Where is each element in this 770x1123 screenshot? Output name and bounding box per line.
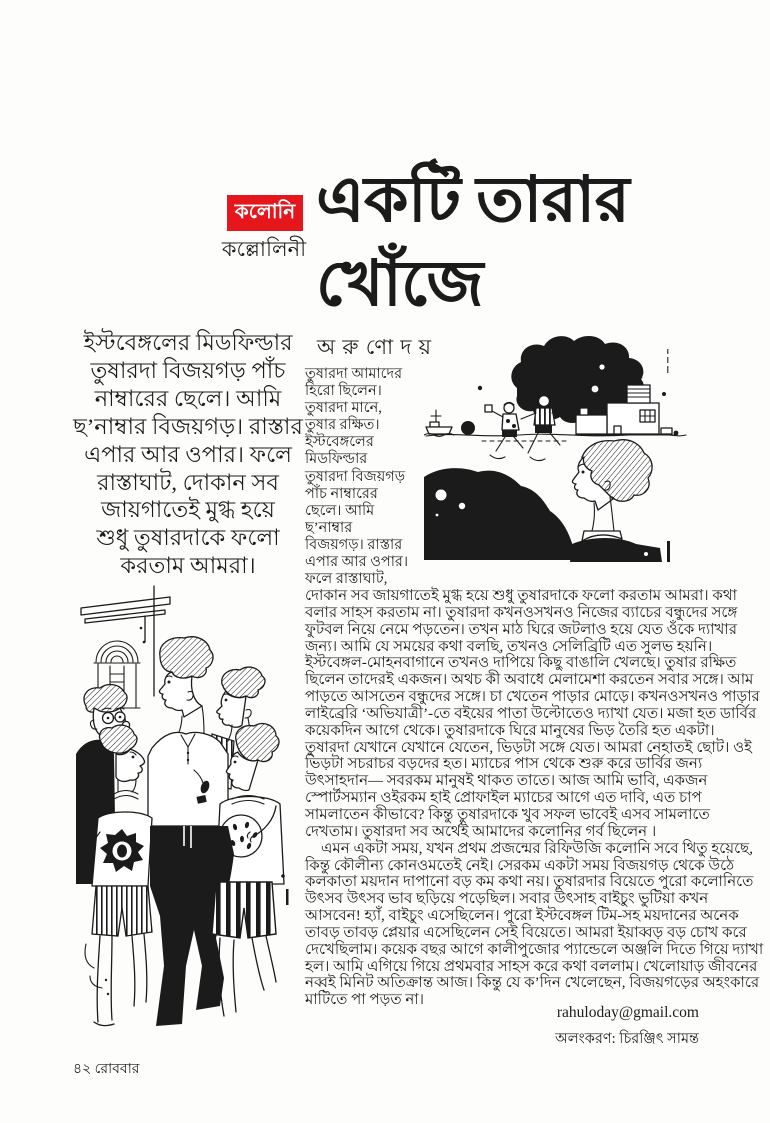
series-title: কল্লোলিনী — [221, 237, 307, 261]
page-folio: ৪২ রোববার — [73, 1062, 140, 1077]
headline-line-2: খোঁজে — [316, 249, 483, 319]
text-line: নব্বই মিনিট অতিক্রান্ত আজ। কিন্তু যে ক’দিন খেলেছেন, বিজয়গড়ের অহংকারে — [305, 975, 760, 992]
author-byline: অ রু ণো দ য় — [317, 335, 433, 359]
artist-signature-mark — [667, 349, 668, 373]
text-line: দেখেছিলাম। কয়েক বছর আগে কালীপুজোর প্যান্ডেলে অঞ্জলি দিতে গিয়ে দ্যাখা — [305, 941, 764, 958]
text-line: দেখতাম। তুষারদা সব অর্থেই আমাদের কলোনির গর্ব ছিলেন । — [305, 823, 657, 840]
text-line: রাস্তাঘাট, দোকান সব — [97, 469, 279, 495]
text-line: কয়েকদিন আগে থেকে। তুষারদাকে ঘিরে মানুষের ভিড় তৈরি হত একটা। — [305, 722, 715, 739]
text-line: তুষার রক্ষিত। — [305, 417, 380, 434]
left-illustration — [36, 584, 308, 1052]
text-line: তাবড় তাবড় প্লেয়ার এসেছিলেন সেই বিয়েতে। আমরা ইয়াব্বড় বড় চোখ করে — [305, 924, 747, 941]
text-line: ফলে রাস্তাঘাট, — [305, 571, 388, 588]
text-line: মিডফিল্ডার — [305, 451, 368, 468]
text-line: তুষারদা বিজয়গড় — [305, 468, 406, 485]
football-dot — [461, 421, 475, 435]
text-line: স্পোর্টসম্যান ওইরকম হাই প্রোফাইল ম্যাচের আগে এত দাবি, এত চাপ — [305, 790, 702, 807]
article-headline — [316, 158, 736, 326]
text-line: পাড়তে আসতেন বন্ধুদের সঙ্গে। চা খেতেন পাড়ার মোড়ে। কখনওসখনও পাড়ার — [305, 689, 760, 706]
section-kicker-label: কলোনি — [234, 200, 296, 223]
top-illustration — [424, 331, 710, 583]
text-line: ইস্টবেঙ্গলের মিডফিল্ডার — [83, 330, 293, 355]
text-line: নাম্বারের ছেলে। আমি — [94, 385, 282, 411]
text-line: কিন্তু কৌলীন্য কোনওমতেই নেই। সেরকম একটা সময় বিজয়গড় থেকে উঠে — [305, 857, 735, 874]
text-line: উৎসাহদান— সবরকম মানুষই থাকত তাতে। আজ আমি ভাবি, একজন — [305, 773, 708, 790]
text-line: হিরো ছিলেন। — [305, 383, 382, 400]
text-line: তুষারদা যেখানে যেখানে যেতেন, ভিড়টা সঙ্গে যেত। আমরা নেহাতই ছোট। ওই — [305, 739, 752, 756]
text-line: শুধু তুষারদাকে ফলো — [96, 525, 280, 551]
text-line: ইস্টবেঙ্গল-মোহনবাগানে তখনও দাপিয়ে কিছু বাঙালি খেলছে। তুষার রক্ষিত — [305, 655, 737, 672]
text-line: ফুটবল নিয়ে নেমে পড়তেন। তখন মাঠ ঘিরে জটলাও হয়ে যেত ওঁকে দ্যাখার — [305, 621, 737, 638]
text-line: আসবেন! হ্যাঁ, বাইচুং এসেছিলেন। পুরো ইস্টবেঙ্গল টিম-সহ ময়দানের অনেক — [305, 908, 739, 925]
body-narrow-column — [305, 366, 443, 588]
body-paragraph-2 — [305, 840, 764, 1009]
text-line: তুষারদা আমাদের — [305, 366, 403, 382]
text-line: ছ’নাম্বার — [305, 519, 353, 536]
text-line: বলার সাহস করতাম না। তুষারদা কখনওসখনও নিজের ব্যাচের বন্ধুদের সঙ্গে — [305, 604, 738, 621]
article-standfirst — [60, 329, 316, 580]
text-line: ছিলেন তাদেরই একজন। অথচ কী অবাধে মেলামেশা করতেন সবার সঙ্গে। আম — [305, 672, 754, 689]
text-line: মাটিতে পা পড়ত না। — [305, 992, 425, 1009]
text-line: তুষারদা মানে, — [305, 400, 382, 417]
watching-boy-head — [570, 440, 670, 562]
text-line: ইস্টবেঙ্গলের — [305, 434, 374, 451]
text-line: পাঁচ নাম্বারের — [305, 485, 378, 502]
text-line: এপার আর ওপার। — [305, 554, 409, 571]
text-line: এপার আর ওপার। ফলে — [84, 441, 292, 467]
section-kicker-box — [227, 195, 303, 231]
text-line: হল। আমি এগিয়ে গিয়ে প্রথমবার সাহস করে কথা বললাম। খেলোয়াড় জীবনের — [305, 958, 758, 975]
illustration-credit: অলংকরণ: চিরঞ্জিৎ সামন্ত — [555, 1031, 699, 1047]
text-line: এমন একটা সময়, যখন প্রথম প্রজন্মের রিফিউজি কলোনি সবে থিতু হয়েছে, — [321, 840, 754, 857]
body-paragraph-1 — [305, 588, 760, 841]
person-tall-man — [148, 637, 234, 826]
text-line: জন্য। আমি যে সময়ের কথা বলছি, তখনও সেলিব্রিটি এত সুলভ হয়নি। — [305, 638, 713, 655]
text-line: ছেলে। আমি — [305, 502, 375, 519]
ship-icon — [424, 410, 454, 437]
text-line: করতাম আমরা। — [120, 553, 256, 579]
text-line: ভিড়টা সচরাচর বড়দের হত। ম্যাচের পাস থেকে শুরু করে ডার্বির জন্য — [305, 756, 703, 773]
text-line: দোকান সব জায়গাতেই মুগ্ধ হয়ে শুধু তুষারদাকে ফলো করতাম আমরা। কথা — [305, 588, 737, 604]
text-line: লাইব্রেরি ‘অভিযাত্রী’-তে বইয়ের পাতা উল্টোতেও দ্যাখা যেত। মজা হত ডার্বির — [305, 705, 757, 722]
text-line: উৎসব উৎসব ভাব ছড়িয়ে পড়েছিল। সবার উৎসাহ বাইচুং ভুটিয়া কখন — [305, 891, 709, 908]
text-line: বিজয়গড়। রাস্তার — [305, 536, 403, 553]
text-line: সামলাতেন কীভাবে? কিন্তু তুষারদাকে খুব সফল ভাবেই এসব সামলাতে — [305, 806, 710, 823]
article-body — [305, 588, 764, 1009]
text-line: তুষারদা বিজয়গড় পাঁচ — [90, 357, 286, 383]
striped-shorts-kid — [212, 874, 289, 1016]
text-line: জায়গাতেই মুগ্ধ হয়ে — [101, 497, 275, 523]
author-email: rahuloday@gmail.com — [556, 1004, 699, 1021]
text-line: কলকাতা ময়দান দাপানো বড় কম কথা নয়। তুষারদার বিয়েতে পুরো কলোনিতে — [305, 874, 754, 891]
black-dune — [424, 468, 576, 560]
text-line: ছ’নাম্বার বিজয়গড়। রাস্তার — [73, 413, 303, 439]
headline-line-1: একটি তারার — [316, 165, 630, 235]
